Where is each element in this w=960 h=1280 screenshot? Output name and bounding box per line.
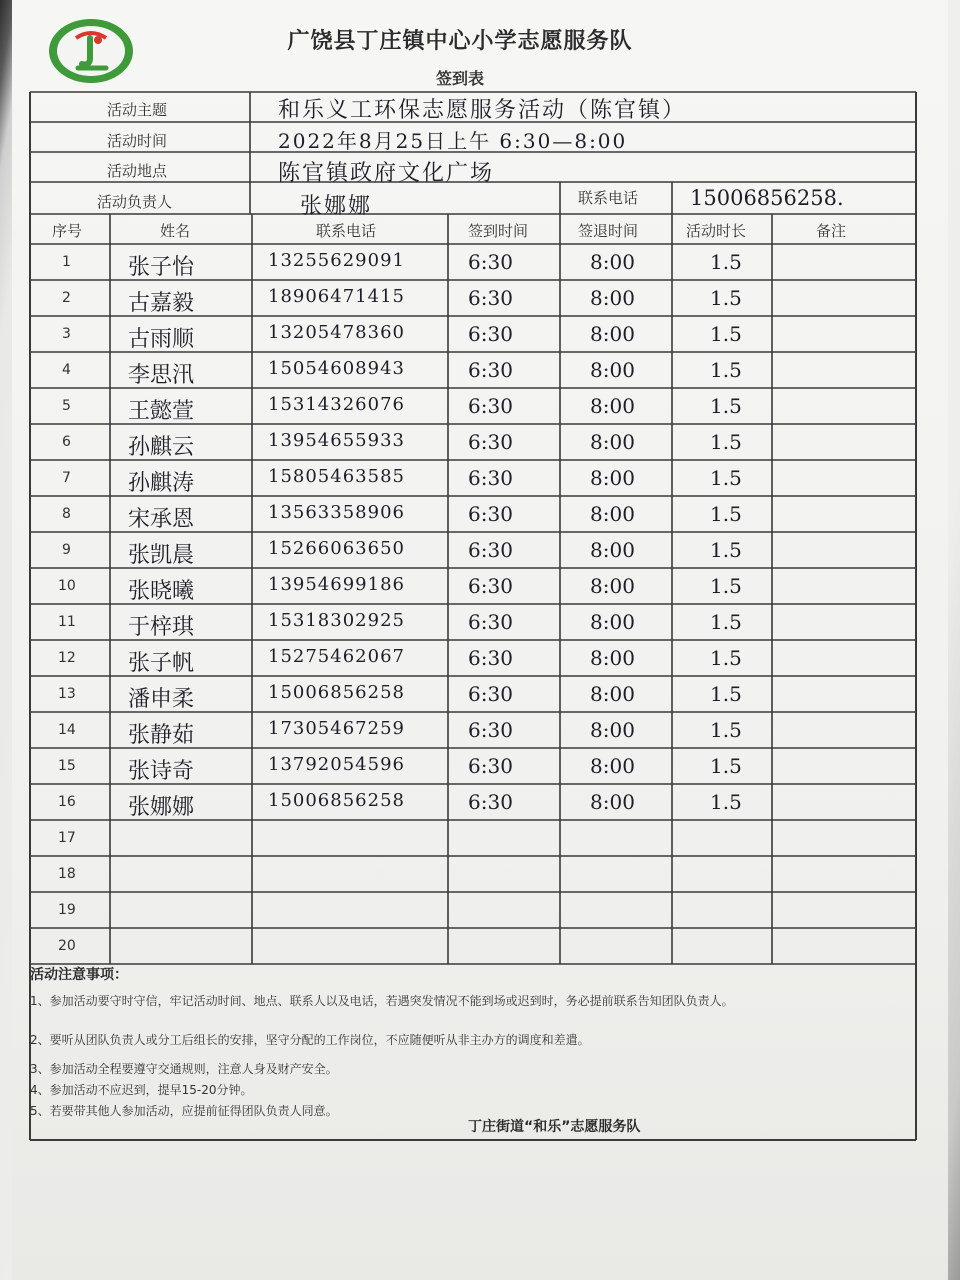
row-number: 19 — [58, 902, 76, 918]
row-duration: 1.5 — [710, 682, 742, 706]
row-sign-out: 8:00 — [590, 286, 635, 310]
row-number: 18 — [58, 866, 76, 882]
row-number: 11 — [58, 614, 76, 630]
row-name: 张凯晨 — [128, 543, 195, 568]
row-phone: 17305467259 — [268, 718, 405, 739]
row-name: 宋承恩 — [128, 507, 195, 532]
page-subtitle: 签到表 — [435, 69, 484, 88]
row-number: 6 — [62, 434, 71, 450]
row-phone: 15318302925 — [268, 610, 405, 631]
row-number: 3 — [62, 326, 71, 342]
row-name: 张子帆 — [128, 651, 195, 676]
row-number: 20 — [58, 938, 76, 954]
row-phone: 18906471415 — [268, 286, 405, 307]
row-phone: 13954699186 — [268, 574, 405, 595]
row-duration: 1.5 — [710, 610, 742, 634]
row-sign-out: 8:00 — [590, 466, 635, 490]
row-number: 8 — [62, 506, 71, 522]
row-number: 14 — [58, 722, 76, 738]
row-sign-out: 8:00 — [590, 250, 635, 274]
row-number: 16 — [58, 794, 76, 810]
column-header: 备注 — [816, 222, 847, 240]
row-name: 孙麒云 — [128, 435, 195, 460]
row-duration: 1.5 — [710, 754, 742, 778]
row-duration: 1.5 — [710, 250, 742, 274]
row-phone: 13792054596 — [268, 754, 405, 775]
row-name: 于梓琪 — [128, 615, 195, 640]
row-sign-out: 8:00 — [590, 358, 635, 382]
row-duration: 1.5 — [710, 358, 742, 382]
row-sign-in: 6:30 — [468, 430, 513, 454]
column-header: 签到时间 — [468, 222, 529, 240]
row-duration: 1.5 — [710, 394, 742, 418]
time-label: 活动时间 — [107, 132, 168, 150]
row-sign-out: 8:00 — [590, 574, 635, 598]
row-name: 古雨顺 — [128, 327, 195, 352]
row-duration: 1.5 — [710, 646, 742, 670]
place-label: 活动地点 — [107, 162, 168, 180]
row-name: 李思汛 — [128, 363, 195, 388]
column-header: 签退时间 — [578, 222, 639, 240]
row-number: 9 — [62, 542, 71, 558]
leader-value: 张娜娜 — [300, 194, 373, 219]
row-sign-in: 6:30 — [468, 394, 513, 418]
row-phone: 13954655933 — [268, 430, 405, 451]
row-phone: 15006856258 — [268, 790, 405, 811]
note-item: 3、参加活动全程要遵守交通规则，注意人身及财产安全。 — [30, 1062, 338, 1076]
row-duration: 1.5 — [710, 466, 742, 490]
row-name: 王懿萱 — [128, 399, 195, 424]
row-sign-in: 6:30 — [468, 286, 513, 310]
row-phone: 15805463585 — [268, 466, 405, 487]
footer-signature: 丁庄街道“和乐”志愿服务队 — [468, 1119, 641, 1135]
row-phone: 15314326076 — [268, 394, 405, 415]
row-sign-out: 8:00 — [590, 394, 635, 418]
row-phone: 13563358906 — [268, 502, 405, 523]
column-header: 姓名 — [160, 222, 191, 240]
row-sign-out: 8:00 — [590, 538, 635, 562]
row-name: 张娜娜 — [128, 795, 195, 820]
row-number: 13 — [58, 686, 76, 702]
row-name: 张晓曦 — [128, 579, 195, 604]
column-header: 活动时长 — [686, 222, 747, 240]
row-sign-out: 8:00 — [590, 430, 635, 454]
row-duration: 1.5 — [710, 502, 742, 526]
row-phone: 13255629091 — [268, 250, 405, 271]
row-sign-in: 6:30 — [468, 322, 513, 346]
row-duration: 1.5 — [710, 790, 742, 814]
time-value: 2022年8月25日上午 6:30—8:00 — [278, 129, 628, 153]
row-number: 17 — [58, 830, 76, 846]
row-phone: 15275462067 — [268, 646, 405, 667]
row-duration: 1.5 — [710, 718, 742, 742]
row-number: 1 — [62, 254, 71, 270]
row-number: 10 — [58, 578, 76, 594]
row-name: 潘申柔 — [128, 687, 195, 712]
note-item: 4、参加活动不应迟到，提早15-20分钟。 — [30, 1083, 253, 1097]
note-item: 5、若要带其他人参加活动，应提前征得团队负责人同意。 — [30, 1104, 338, 1118]
row-sign-in: 6:30 — [468, 538, 513, 562]
row-duration: 1.5 — [710, 430, 742, 454]
row-name: 古嘉毅 — [128, 291, 195, 316]
row-sign-in: 6:30 — [468, 754, 513, 778]
phone-value: 15006856258. — [690, 186, 844, 210]
row-sign-out: 8:00 — [590, 610, 635, 634]
row-duration: 1.5 — [710, 574, 742, 598]
row-phone: 13205478360 — [268, 322, 405, 343]
leader-label: 活动负责人 — [97, 193, 173, 211]
row-sign-out: 8:00 — [590, 754, 635, 778]
row-name: 张静茹 — [128, 723, 195, 748]
row-number: 4 — [62, 362, 71, 378]
row-sign-in: 6:30 — [468, 682, 513, 706]
theme-label: 活动主题 — [107, 101, 168, 119]
row-sign-out: 8:00 — [590, 790, 635, 814]
row-number: 15 — [58, 758, 76, 774]
phone-label: 联系电话 — [578, 189, 639, 207]
row-sign-in: 6:30 — [468, 790, 513, 814]
row-sign-out: 8:00 — [590, 682, 635, 706]
note-item: 2、要听从团队负责人或分工后组长的安排，坚守分配的工作岗位，不应随便听从非主办方的调度和差遣。 — [30, 1033, 590, 1047]
row-sign-in: 6:30 — [468, 466, 513, 490]
row-sign-out: 8:00 — [590, 322, 635, 346]
row-sign-in: 6:30 — [468, 574, 513, 598]
row-name: 张诗奇 — [128, 759, 195, 784]
row-sign-in: 6:30 — [468, 250, 513, 274]
row-sign-out: 8:00 — [590, 502, 635, 526]
row-sign-out: 8:00 — [590, 646, 635, 670]
theme-value: 和乐义工环保志愿服务活动（陈官镇） — [278, 98, 687, 123]
row-duration: 1.5 — [710, 538, 742, 562]
place-value: 陈官镇政府文化广场 — [278, 161, 495, 186]
page-title: 广饶县丁庄镇中心小学志愿服务队 — [287, 29, 633, 54]
row-name: 孙麒涛 — [128, 471, 195, 496]
column-header: 序号 — [52, 222, 83, 240]
row-number: 12 — [58, 650, 76, 666]
note-item: 1、参加活动要守时守信，牢记活动时间、地点、联系人以及电话，若遇突发情况不能到场或迟到时，务必提前联系告知团队负责人。 — [30, 994, 734, 1008]
row-sign-in: 6:30 — [468, 646, 513, 670]
row-sign-in: 6:30 — [468, 610, 513, 634]
row-phone: 15006856258 — [268, 682, 405, 703]
column-header: 联系电话 — [316, 222, 377, 240]
row-phone: 15266063650 — [268, 538, 405, 559]
row-number: 2 — [62, 290, 71, 306]
row-duration: 1.5 — [710, 286, 742, 310]
row-duration: 1.5 — [710, 322, 742, 346]
notes-title: 活动注意事项： — [30, 967, 128, 983]
row-sign-in: 6:30 — [468, 358, 513, 382]
row-number: 7 — [62, 470, 71, 486]
row-number: 5 — [62, 398, 71, 414]
row-sign-in: 6:30 — [468, 502, 513, 526]
row-phone: 15054608943 — [268, 358, 405, 379]
row-sign-in: 6:30 — [468, 718, 513, 742]
row-sign-out: 8:00 — [590, 718, 635, 742]
row-name: 张子怡 — [128, 255, 195, 280]
